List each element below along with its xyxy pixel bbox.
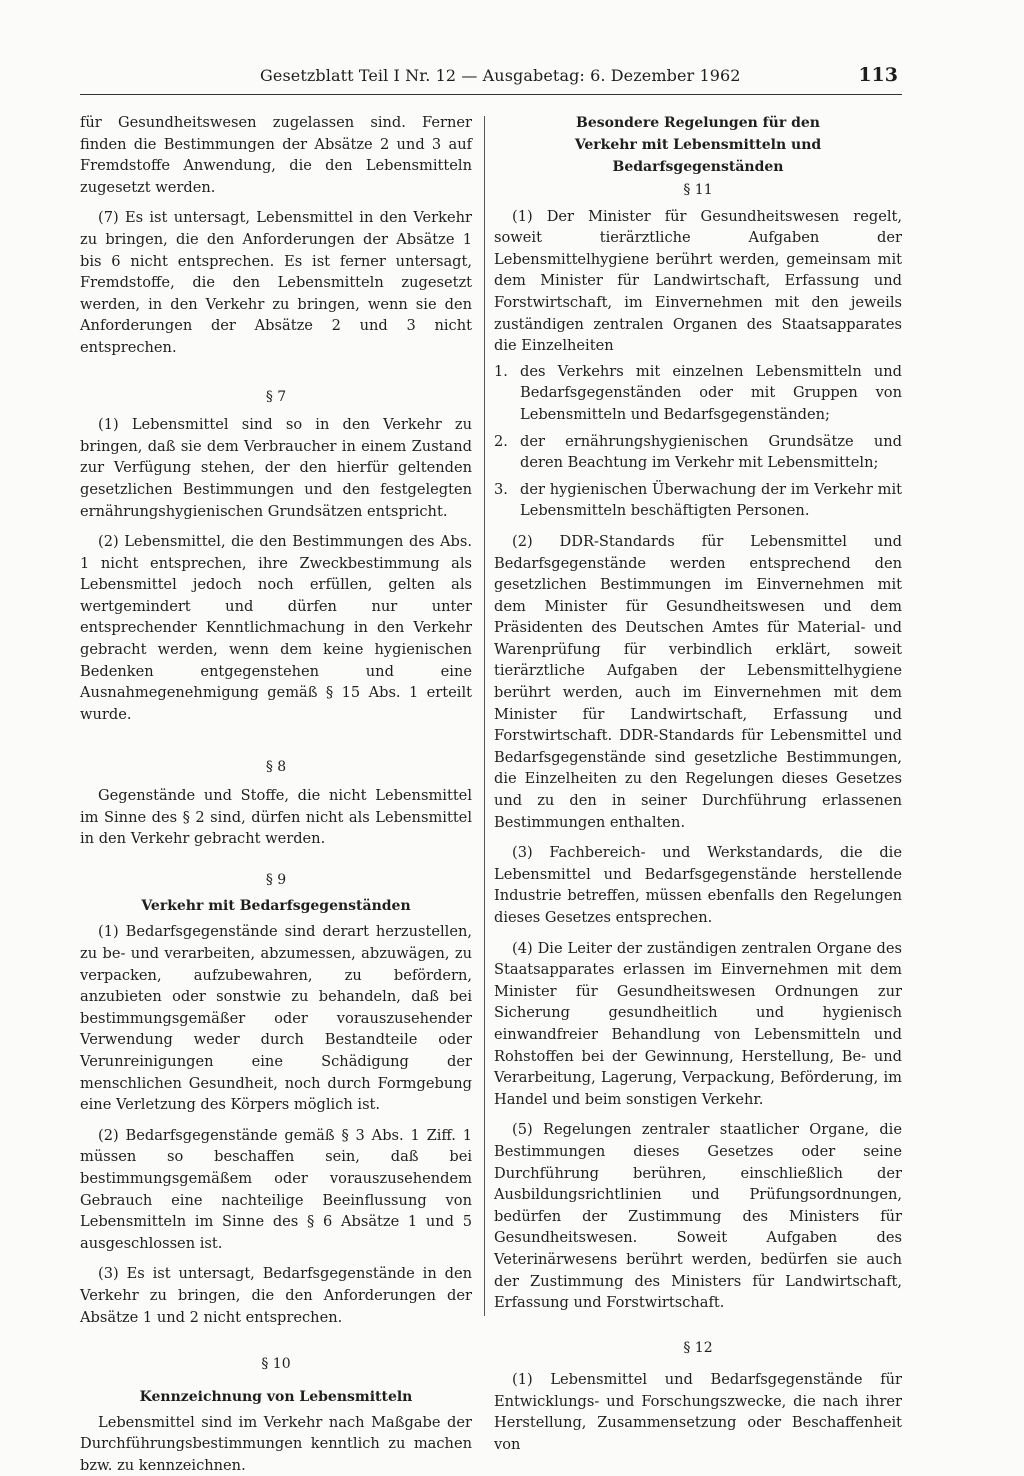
- section-8-number: § 8: [265, 759, 287, 776]
- list-item-text: der ernährungshygienischen Grundsätze und deren Beachtung im Verkehr mit Lebensmitteln;: [520, 432, 902, 472]
- paragraph-11-5: (5) Regelungen zentraler staatlicher Organe, die Bestimmungen dieses Gesetzes oder seine Durchführung berühren, einschließlich der Ausbildungsrichtlinien und Prüfungsordnungen, bedürfen der Zustimmung des Ministers für Gesundheitswesen. Soweit Aufgaben des Veterinärwesens berührt werden, bedürfen sie auch der Zustimmung des Ministers für Landwirtschaft, Erfassung und Forstwirtschaft.: [494, 1121, 902, 1312]
- paragraph-9-1: (1) Bedarfsgegenstände sind derart herzustellen, zu be- und verarbeiten, abzumessen, abzuwägen, zu verpacken, aufzubewahren, zu befördern, anzubieten oder sonstwie zu behandeln, daß bei bestimmungsgemäßer oder vorauszusehender Verwendung weder durch Bestandteile oder Verunreinigungen eine Schädigung der menschlichen Gesundheit, noch durch Formgebung eine Verletzung des Körpers möglich ist.: [80, 923, 472, 1114]
- section-10-title: Kennzeichnung von Lebensmitteln: [139, 1388, 413, 1405]
- section-7-number: § 7: [265, 388, 287, 405]
- list-item-text: der hygienischen Überwachung der im Verkehr mit Lebensmitteln beschäftigten Personen.: [520, 480, 902, 520]
- paragraph-11-2: (2) DDR-Standards für Lebensmittel und Bedarfsgegenstände werden entsprechend den gesetzlichen Bestimmungen im Einvernehmen mit dem Minister für Gesundheitswesen und dem Präsidenten des Deutschen Amtes für Material- und Warenprüfung für verbindlich erklärt, soweit tierärztliche Aufgaben der Lebensmittelhygiene berührt werden, auch im Einvernehmen mit dem Minister für Landwirtschaft, Erfassung und Forstwirtschaft. DDR-Standards für Lebensmittel und Bedarfsgegenstände sind gesetzliche Bestimmungen, die Einzelheiten zu den Regelungen dieses Gesetzes und zu den in seiner Durchführung erlassenen Bestimmungen enthalten.: [494, 532, 902, 831]
- paragraph-11-4: (4) Die Leiter der zuständigen zentralen Organe des Staatsapparates erlassen im Einvernehmen mit dem Minister für Gesundheitswesen Ordnungen zur Sicherung gesundheitlich und hygienisch einwandfreier Behandlung von Lebensmitteln und Rohstoffen bei der Gewinnung, Herstellung, Be- und Verarbeitung, Lagerung, Verpackung, Beförderung, im Handel und beim sonstigen Verkehr.: [494, 939, 902, 1108]
- section-11-list: [494, 361, 902, 522]
- page-number: 113: [858, 64, 898, 86]
- paragraph-9-3: (3) Es ist untersagt, Bedarfsgegenstände in den Verkehr zu bringen, die den Anforderungen der Absätze 1 und 2 nicht entsprechen.: [80, 1265, 472, 1326]
- list-item: [494, 431, 902, 474]
- list-item: [494, 479, 902, 522]
- publication-title: Gesetzblatt Teil I Nr. 12 — Ausgabetag: 6. Dezember 1962: [260, 66, 741, 85]
- list-item-number: 1.: [494, 362, 508, 380]
- column-divider: [484, 116, 485, 1316]
- list-item-number: 2.: [494, 432, 508, 450]
- left-column: [80, 112, 472, 1476]
- paragraph-11-3: (3) Fachbereich- und Werkstandards, die die Lebensmittel und Bedarfsgegenstände herstellende Industrie betreffen, müssen ebenfalls den Regelungen dieses Gesetzes entsprechen.: [494, 844, 902, 926]
- paragraph-11-1: (1) Der Minister für Gesundheitswesen regelt, soweit tierärztliche Aufgaben der Lebensmittelhygiene berührt werden, gemeinsam mit dem Minister für Landwirtschaft, Erfassung und Forstwirtschaft, im Einvernehmen mit den jeweils zuständigen zentralen Organen des Staatsapparates die Einzelheiten: [494, 207, 902, 355]
- paragraph-9-2: (2) Bedarfsgegenstände gemäß § 3 Abs. 1 Ziff. 1 müssen so beschaffen sein, daß bei bestimmungsgemäßem oder vorauszusehendem Gebrauch eine nachteilige Beeinflussung von Lebensmitteln im Sinne des § 6 Absätze 1 und 5 ausgeschlossen ist.: [80, 1126, 472, 1252]
- section-9-number: § 9: [265, 871, 287, 888]
- right-column: [494, 112, 902, 1456]
- section-10-number: § 10: [261, 1356, 291, 1373]
- paragraph-7-2: (2) Lebensmittel, die den Bestimmungen des Abs. 1 nicht entsprechen, ihre Zweckbestimmung als Lebensmittel jedoch noch erfüllen, gelten als wertgemindert und dürfen nur unter entsprechender Kenntlichmachung in den Verkehr gebracht werden, wenn dem keine hygienischen Bedenken entgegenstehen und eine Ausnahmegenehmigung gemäß § 15 Abs. 1 erteilt wurde.: [80, 533, 472, 723]
- paragraph-10: Lebensmittel sind im Verkehr nach Maßgabe der Durchführungsbestimmungen kenntlich zu machen bzw. zu kennzeichnen.: [80, 1413, 472, 1474]
- paragraph-12-1: (1) Lebensmittel und Bedarfsgegenstände für Entwicklungs- und Forschungszwecke, die nach ihrer Herstellung, Zusammensetzung oder Beschaffenheit von: [494, 1371, 902, 1454]
- paragraph-8: Gegenstände und Stoffe, die nicht Lebensmittel im Sinne des § 2 sind, dürfen nicht als Lebensmittel in den Verkehr gebracht werden.: [80, 787, 472, 848]
- list-item-text: des Verkehrs mit einzelnen Lebensmitteln und Bedarfsgegenständen oder mit Gruppen von Lebensmitteln und Bedarfsgegenständen;: [520, 362, 902, 423]
- section-11-number: § 11: [683, 182, 713, 198]
- list-item-number: 3.: [494, 480, 508, 498]
- paragraph-7-1: (1) Lebensmittel sind so in den Verkehr zu bringen, daß sie dem Verbraucher in einem Zustand zur Verfügung stehen, der den hierfür geltenden gesetzlichen Bestimmungen und den festgelegten ernährungshygienischen Grundsätzen entspricht.: [80, 416, 472, 520]
- page-header: [80, 64, 902, 95]
- paragraph-continuation: für Gesundheitswesen zugelassen sind. Ferner finden die Bestimmungen der Absätze 2 und 3 auf Fremdstoffe Anwendung, die den Lebensmitteln zugesetzt werden.: [80, 114, 472, 196]
- section-12-number: § 12: [683, 1339, 713, 1356]
- paragraph-6-7: (7) Es ist untersagt, Lebensmittel in den Verkehr zu bringen, die den Anforderungen der Absätze 1 bis 6 nicht entsprechen. Es ist ferner untersagt, Fremdstoffe, die den Lebensmitteln zugesetzt werden, in den Verkehr zu bringen, wenn sie den Anforderungen der Absätze 2 und 3 nicht entsprechen.: [80, 209, 472, 356]
- section-9-title: Verkehr mit Bedarfsgegenständen: [141, 898, 411, 915]
- section-group-heading: Besondere Regelungen für den Verkehr mit Lebensmitteln und Bedarfsgegenständen: [574, 115, 822, 175]
- list-item: [494, 361, 902, 426]
